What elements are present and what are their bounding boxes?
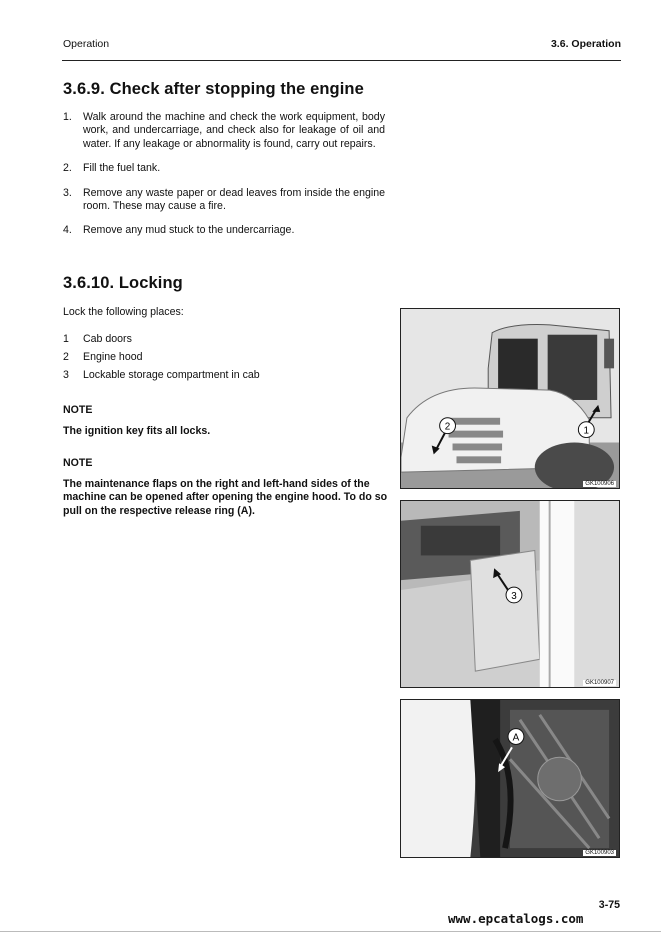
locking-intro: Lock the following places: xyxy=(63,306,184,318)
item-text: Fill the fuel tank. xyxy=(83,162,161,175)
watermark: www.epcatalogs.com xyxy=(448,911,584,926)
running-header-left: Operation xyxy=(63,38,110,50)
figure-callout-a: A xyxy=(512,732,520,744)
figure-callout-2: 2 xyxy=(444,421,451,433)
lock-number: 3 xyxy=(63,369,69,381)
lock-item xyxy=(63,351,260,369)
figure-code: GK100906 xyxy=(585,481,614,487)
item-text: Walk around the machine and check the work equipment, body work, and undercarriage, and check also for leakage of oil and water. If any leakage or abnormality is found, carry out repairs. xyxy=(83,111,385,150)
figure-release-ring xyxy=(400,699,620,858)
lock-list xyxy=(63,333,260,387)
bottom-rule xyxy=(0,931,661,932)
item-number: 3. xyxy=(63,186,72,199)
lock-item xyxy=(63,369,260,387)
figure-callout-3: 3 xyxy=(511,590,517,602)
header-rule xyxy=(62,60,621,61)
item-number: 1. xyxy=(63,111,72,123)
figure-storage-compartment xyxy=(400,500,620,688)
note-label: NOTE xyxy=(63,404,93,416)
note-text: The ignition key fits all locks. xyxy=(63,425,211,437)
lock-text: Cab doors xyxy=(83,333,132,345)
running-header-right: 3.6. Operation xyxy=(550,38,621,50)
item-number: 4. xyxy=(63,224,72,237)
check-item xyxy=(63,224,385,237)
item-text: Remove any mud stuck to the undercarriage. xyxy=(83,224,295,237)
check-list xyxy=(63,111,385,249)
item-text: Remove any waste paper or dead leaves from inside the engine room. These may cause a fire. xyxy=(83,186,385,213)
check-item xyxy=(63,162,385,175)
lock-text: Lockable storage compartment in cab xyxy=(83,369,260,381)
check-item xyxy=(63,111,385,151)
section-heading-locking: 3.6.10. Locking xyxy=(63,274,183,292)
figure-callout-1: 1 xyxy=(583,425,590,437)
section-heading-check-after-stopping: 3.6.9. Check after stopping the engine xyxy=(63,80,364,98)
check-item xyxy=(63,187,385,214)
lock-text: Engine hood xyxy=(83,351,143,363)
figure-loader-exterior xyxy=(400,308,620,489)
lock-item xyxy=(63,333,260,351)
lock-number: 2 xyxy=(63,351,69,363)
note-label: NOTE xyxy=(63,457,93,469)
lock-number: 1 xyxy=(63,333,69,345)
figure-code: GK100903 xyxy=(585,850,614,856)
page-number: 3-75 xyxy=(598,899,620,911)
item-number: 2. xyxy=(63,162,72,175)
figure-code: GK100907 xyxy=(585,680,614,686)
note-text: The maintenance flaps on the right and left-hand sides of the machine can be opened after opening the engine hood. To do so pull on the respective release ring (A). xyxy=(63,478,388,517)
